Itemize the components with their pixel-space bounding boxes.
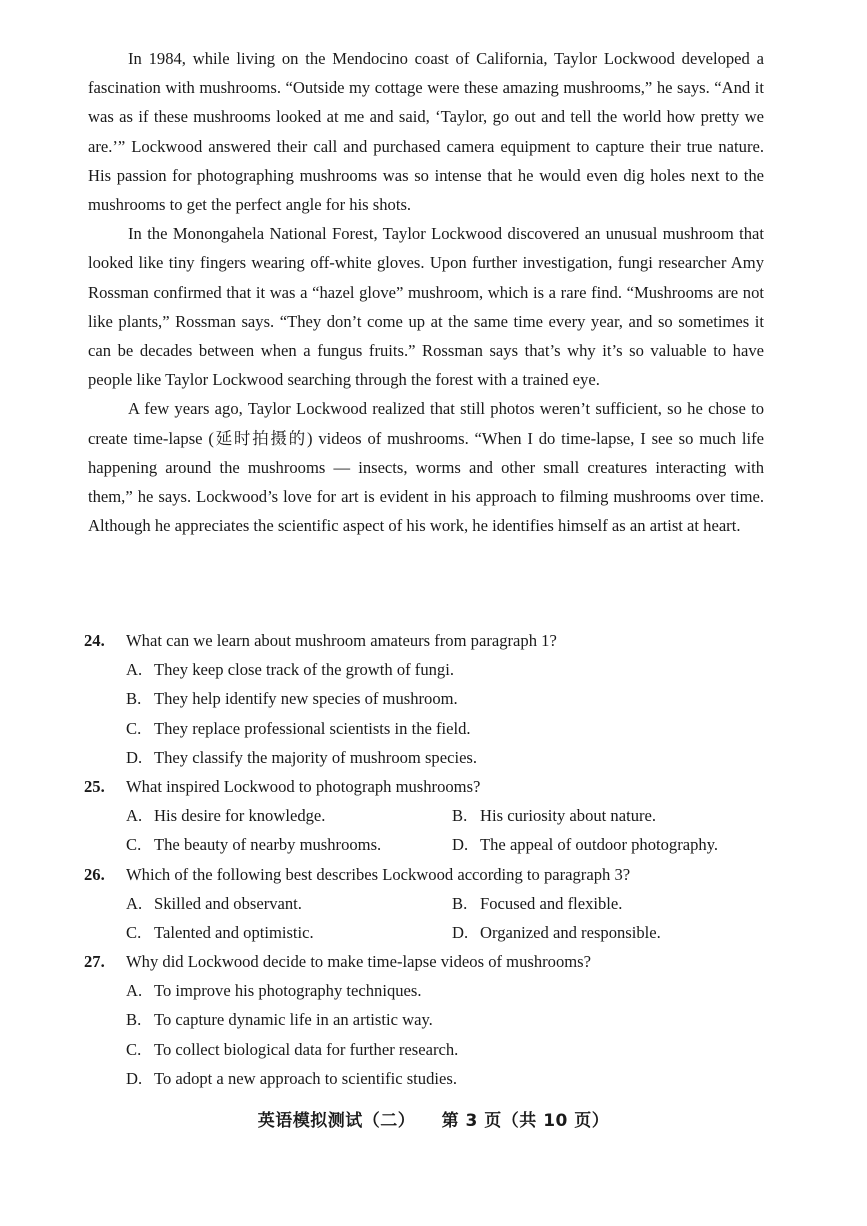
question-24 — [84, 626, 774, 772]
option-letter: B. — [126, 689, 142, 709]
question-stem: What can we learn about mushroom amateurs from paragraph 1? — [126, 631, 557, 650]
option-a — [84, 655, 774, 684]
option-letter: A. — [126, 660, 143, 680]
option-a — [126, 801, 452, 830]
option-letter: C. — [126, 718, 142, 738]
question-stem: What inspired Lockwood to photograph mushrooms? — [126, 776, 481, 796]
question-25 — [84, 772, 774, 860]
option-text: To adopt a new approach to scientific studies. — [154, 1068, 457, 1088]
option-text: They help identify new species of mushroom. — [154, 689, 458, 709]
option-letter: D. — [126, 747, 143, 767]
option-letter: A. — [126, 893, 143, 913]
option-text: They keep close track of the growth of fungi. — [154, 660, 454, 680]
option-letter: C. — [126, 1039, 142, 1059]
option-letter: A. — [126, 981, 143, 1001]
option-letter: C. — [126, 922, 142, 942]
option-a — [126, 889, 452, 918]
question-number: 26. — [84, 864, 105, 884]
option-c — [126, 918, 452, 947]
option-text: To improve his photography techniques. — [154, 981, 422, 1001]
passage-paragraph-1: In 1984, while living on the Mendocino coast of California, Taylor Lockwood developed a fascination with mushrooms. “Outside my cottage were these amazing mushrooms,” he says. “And it was as if these mushrooms looked at me and said, ‘Taylor, go out and tell the world how pretty we are.’” Lockwood answered their call and purchased camera equipment to capture their true nature. His passion for photographing mushrooms was so intense that he would even dig holes next to the mushrooms to get the perfect angle for his shots. — [88, 49, 764, 215]
option-text: Talented and optimistic. — [154, 922, 314, 942]
option-c — [84, 1035, 774, 1064]
option-letter: C. — [126, 835, 142, 855]
option-c — [126, 830, 452, 859]
option-text: Skilled and observant. — [154, 893, 302, 913]
option-text: To capture dynamic life in an artistic way. — [154, 1010, 433, 1030]
passage-paragraph-3: A few years ago, Taylor Lockwood realized that still photos weren’t sufficient, so he chose to create time-lapse (延时拍摄的) videos of mushrooms. “When I do time-lapse, I see so much life happening around the mushrooms — insects, worms and other small creatures interacting with them,” he says. Lockwood’s love for art is evident in his approach to filming mushrooms over time. Although he appreciates the scientific aspect of his work, he identifies himself as an artist at heart. — [88, 399, 764, 536]
exam-title: 英语模拟测试（二） — [257, 1111, 416, 1131]
option-d — [84, 743, 774, 772]
reading-passage — [88, 44, 764, 540]
option-d — [452, 918, 774, 947]
option-d — [452, 830, 774, 859]
option-letter: B. — [452, 806, 468, 826]
option-letter: A. — [126, 806, 143, 826]
option-letter: D. — [452, 922, 469, 942]
question-26 — [84, 860, 774, 948]
option-text: His desire for knowledge. — [154, 806, 326, 826]
question-stem: Why did Lockwood decide to make time-lapse videos of mushrooms? — [126, 952, 591, 972]
page-number: 第 3 页（共 10 页） — [441, 1111, 610, 1131]
question-number: 25. — [84, 776, 105, 796]
question-number: 27. — [84, 952, 105, 972]
option-letter: B. — [452, 893, 468, 913]
option-a — [84, 976, 774, 1005]
page-footer — [0, 1106, 867, 1131]
option-text: To collect biological data for further research. — [154, 1039, 459, 1059]
question-number: 24. — [84, 631, 105, 650]
question-list — [84, 626, 774, 1093]
option-b — [452, 889, 774, 918]
option-b — [452, 801, 774, 830]
option-text: Organized and responsible. — [480, 922, 661, 942]
question-27 — [84, 947, 774, 1093]
option-letter: D. — [452, 835, 469, 855]
option-b — [84, 684, 774, 713]
option-letter: D. — [126, 1068, 143, 1088]
option-text: The appeal of outdoor photography. — [480, 835, 719, 855]
option-text: They classify the majority of mushroom species. — [154, 747, 478, 767]
passage-paragraph-2: In the Monongahela National Forest, Taylor Lockwood discovered an unusual mushroom that looked like tiny fingers wearing off-white gloves. Upon further investigation, fungi researcher Amy Rossman confirmed that it was a “hazel glove” mushroom, which is a rare find. “Mushrooms are not like plants,” Rossman says. “They don’t come up at the same time every year, and so sometimes it can be decades between when a fungus fruits.” Rossman says that’s why it’s so valuable to have people like Taylor Lockwood searching through the forest with a trained eye. — [88, 224, 764, 390]
question-stem: Which of the following best describes Lockwood according to paragraph 3? — [126, 864, 631, 884]
option-text: They replace professional scientists in the field. — [154, 718, 471, 738]
option-text: Focused and flexible. — [480, 893, 623, 913]
option-c — [84, 714, 774, 743]
option-text: The beauty of nearby mushrooms. — [154, 835, 382, 855]
option-d — [84, 1064, 774, 1093]
option-text: His curiosity about nature. — [480, 806, 657, 826]
option-b — [84, 1005, 774, 1034]
option-letter: B. — [126, 1010, 142, 1030]
